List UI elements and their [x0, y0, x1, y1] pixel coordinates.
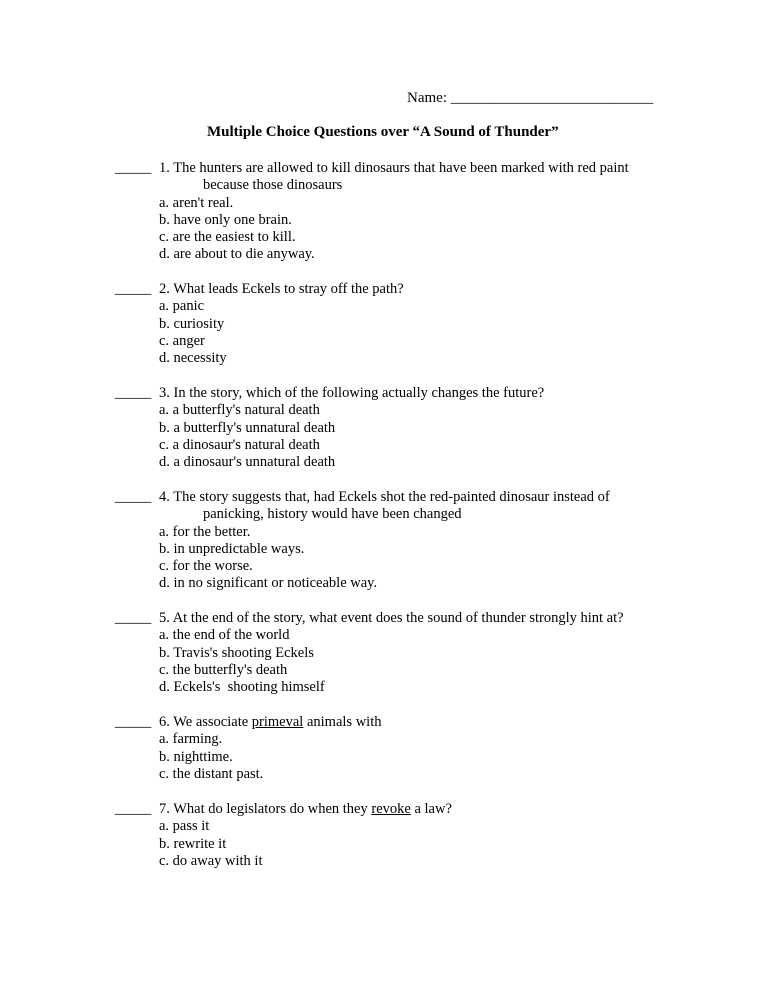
answer-option: c. for the worse. [159, 558, 253, 575]
answer-option: a. panic [159, 298, 205, 315]
question-stem [159, 801, 452, 818]
answer-blank[interactable]: _____ [115, 281, 152, 297]
question-3 [115, 385, 715, 471]
vocabulary-word: primeval [251, 714, 304, 730]
question-stem-start: 6. We associate [159, 714, 252, 730]
answer-option: c. do away with it [159, 852, 263, 869]
answer-option: b. curiosity [159, 315, 225, 332]
answer-blank[interactable]: _____ [115, 160, 152, 176]
question-stem: 4. The story suggests that, had Eckels shot the red-painted dinosaur instead of [159, 489, 610, 505]
answer-option: d. a dinosaur's unnatural death [159, 454, 336, 471]
answer-options [115, 402, 715, 471]
question-stem [159, 714, 381, 731]
question-stem-continued: because those dinosaurs [203, 177, 343, 194]
question-stem-end: a law? [410, 801, 452, 817]
answer-blank[interactable]: _____ [115, 714, 152, 730]
answer-option: d. Eckels's shooting himself [159, 679, 325, 696]
question-stem: 1. The hunters are allowed to kill dinosaurs that have been marked with red paint [159, 160, 629, 176]
answer-option: c. are the easiest to kill. [159, 229, 296, 246]
question-5 [115, 610, 715, 696]
answer-blank[interactable]: _____ [115, 610, 152, 626]
answer-option: c. a dinosaur's natural death [159, 436, 320, 453]
answer-option: d. are about to die anyway. [159, 246, 315, 263]
question-stem: 2. What leads Eckels to stray off the path? [159, 281, 404, 297]
answer-option: c. the butterfly's death [159, 661, 288, 678]
answer-option: a. a butterfly's natural death [159, 402, 320, 419]
name-field[interactable] [407, 90, 653, 107]
question-1 [115, 160, 715, 264]
answer-option: b. nighttime. [159, 748, 233, 765]
question-4 [115, 489, 715, 593]
answer-option: d. in no significant or noticeable way. [159, 575, 378, 592]
answer-option: b. rewrite it [159, 835, 227, 852]
answer-option: a. for the better. [159, 523, 251, 540]
answer-option: b. in unpredictable ways. [159, 540, 305, 557]
answer-options [115, 627, 715, 696]
answer-options [115, 818, 715, 870]
question-2 [115, 281, 715, 367]
question-6 [115, 714, 715, 783]
question-stem-continued: panicking, history would have been changed [203, 506, 462, 523]
answer-option: a. aren't real. [159, 194, 234, 211]
page-title: Multiple Choice Questions over “A Sound of Thunder” [207, 124, 559, 140]
name-label: Name: [407, 90, 447, 106]
answer-option: b. Travis's shooting Eckels [159, 644, 314, 661]
answer-option: c. anger [159, 332, 205, 349]
answer-options [115, 524, 715, 593]
answer-option: b. a butterfly's unnatural death [159, 419, 336, 436]
answer-options [115, 195, 715, 264]
answer-options [115, 298, 715, 367]
name-blank[interactable]: ___________________________ [450, 90, 654, 106]
question-7 [115, 801, 715, 870]
vocabulary-word: revoke [371, 801, 411, 817]
answer-option: a. farming. [159, 731, 223, 748]
answer-option: b. have only one brain. [159, 211, 292, 228]
answer-blank[interactable]: _____ [115, 489, 152, 505]
question-stem: 5. At the end of the story, what event does the sound of thunder strongly hint at? [159, 610, 624, 626]
answer-option: c. the distant past. [159, 765, 264, 782]
answer-options [115, 731, 715, 783]
answer-option: d. necessity [159, 350, 227, 367]
answer-blank[interactable]: _____ [115, 801, 152, 817]
answer-option: a. pass it [159, 818, 210, 835]
question-stem-end: animals with [303, 714, 382, 730]
question-stem: 3. In the story, which of the following actually changes the future? [159, 385, 545, 401]
answer-option: a. the end of the world [159, 627, 290, 644]
question-stem-start: 7. What do legislators do when they [159, 801, 372, 817]
answer-blank[interactable]: _____ [115, 385, 152, 401]
